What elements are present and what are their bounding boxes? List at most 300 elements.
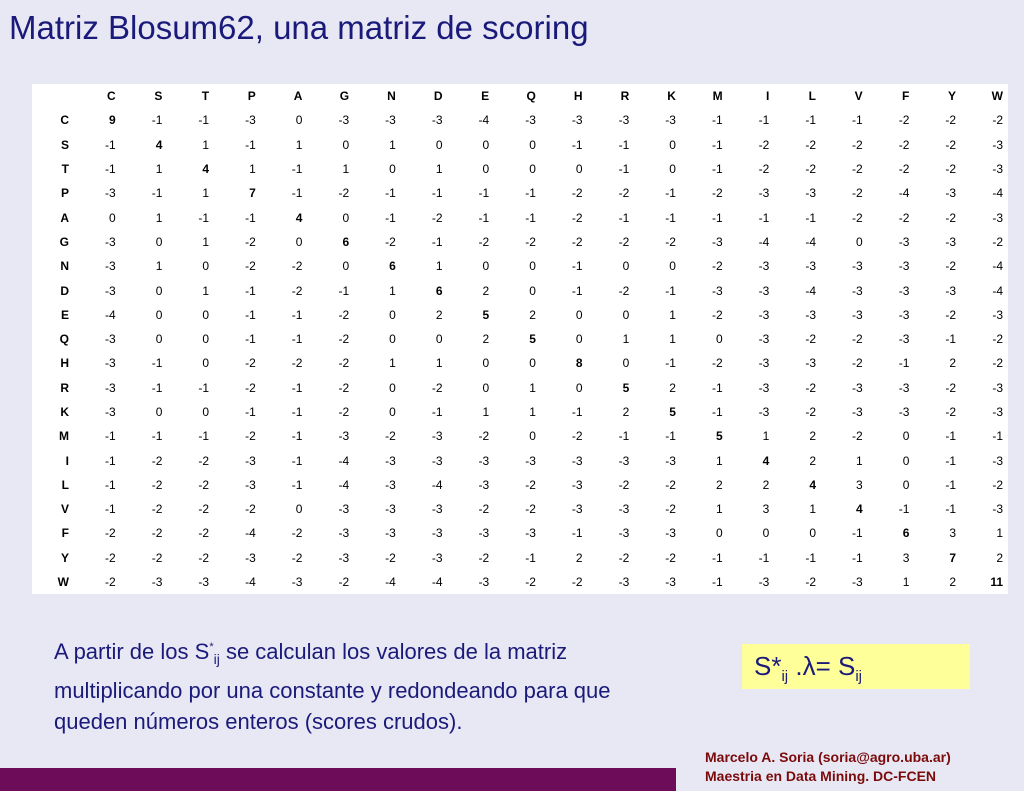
score-cell: -1 <box>665 429 676 444</box>
score-cell: -3 <box>385 477 396 492</box>
score-cell: -3 <box>618 526 630 541</box>
score-cell: -3 <box>898 259 910 274</box>
blosum62-matrix <box>32 84 1008 594</box>
score-cell: -2 <box>198 453 210 468</box>
score-cell: -1 <box>618 162 630 177</box>
diagonal-score-cell: 5 <box>622 380 630 395</box>
score-cell: -2 <box>151 477 163 492</box>
score-cell: -2 <box>805 405 816 419</box>
page-title: Matriz Blosum62, una matriz de scoring <box>9 9 589 46</box>
score-cell: -2 <box>431 210 443 225</box>
score-cell: -2 <box>571 186 583 201</box>
score-cell: -2 <box>245 429 256 444</box>
footer-credits <box>705 748 951 786</box>
footer-author: Marcelo A. Soria (soria@agro.uba.ar) <box>705 749 951 765</box>
table-row <box>32 133 1008 157</box>
score-cell: -1 <box>105 429 116 444</box>
score-cell: -1 <box>245 137 256 152</box>
table-row <box>32 351 1008 375</box>
score-cell: -2 <box>992 356 1003 371</box>
score-cell: 1 <box>202 186 210 201</box>
score-cell: -1 <box>852 113 863 128</box>
score-cell: -3 <box>105 380 116 395</box>
score-cell: -3 <box>571 453 583 468</box>
score-cell: -1 <box>291 186 303 201</box>
row-header: K <box>60 405 69 419</box>
row-header: S <box>60 137 69 152</box>
score-cell: 1 <box>155 259 163 274</box>
column-header: K <box>667 89 676 104</box>
score-cell: -2 <box>151 526 163 541</box>
score-cell: 1 <box>996 526 1003 541</box>
score-cell: -2 <box>992 332 1003 347</box>
score-cell: 2 <box>809 453 816 468</box>
score-cell: 0 <box>575 307 583 322</box>
score-cell: 0 <box>295 113 303 128</box>
score-cell: -1 <box>945 477 957 492</box>
column-header: R <box>620 89 630 104</box>
score-cell: -4 <box>805 234 816 249</box>
bottom-bar <box>0 768 676 791</box>
score-cell: 1 <box>435 356 443 371</box>
diagonal-score-cell: 4 <box>202 162 210 177</box>
score-cell: 0 <box>482 162 490 177</box>
score-cell: 0 <box>622 307 630 322</box>
diagonal-score-cell: 5 <box>482 307 490 322</box>
score-cell: -2 <box>945 113 957 128</box>
score-cell: -3 <box>852 405 863 419</box>
score-cell: -3 <box>525 453 536 468</box>
score-cell: -1 <box>571 259 583 274</box>
score-cell: 0 <box>389 307 396 322</box>
score-cell: -3 <box>898 332 910 347</box>
paragraph-superscript: * <box>209 641 214 653</box>
score-cell: -3 <box>805 356 816 371</box>
score-cell: -1 <box>945 453 957 468</box>
score-cell: -1 <box>992 429 1003 444</box>
score-cell: -1 <box>665 283 676 298</box>
table-row <box>32 278 1008 302</box>
column-header: C <box>107 89 116 104</box>
table-row <box>32 157 1008 181</box>
score-cell: -1 <box>852 526 863 541</box>
row-header: E <box>60 307 69 322</box>
score-cell: -2 <box>245 356 256 371</box>
score-cell: -1 <box>151 113 163 128</box>
score-cell: -4 <box>431 477 443 492</box>
score-cell: -3 <box>245 113 256 128</box>
score-cell: -2 <box>385 429 396 444</box>
score-cell: -4 <box>431 575 443 590</box>
score-cell: -3 <box>898 405 910 419</box>
score-cell: -2 <box>105 550 116 565</box>
score-cell: -2 <box>945 210 957 225</box>
score-cell: 1 <box>389 137 396 152</box>
score-cell: -1 <box>711 575 723 590</box>
score-cell: -2 <box>198 550 210 565</box>
score-cell: 0 <box>482 356 490 371</box>
score-cell: 1 <box>669 332 676 347</box>
score-cell: -1 <box>105 477 116 492</box>
score-cell: -3 <box>945 234 957 249</box>
score-cell: -1 <box>618 429 630 444</box>
score-cell: 0 <box>435 137 443 152</box>
score-cell: 2 <box>715 477 723 492</box>
score-cell: -3 <box>525 113 536 128</box>
column-header: L <box>808 89 816 104</box>
score-cell: 0 <box>342 259 350 274</box>
score-cell: -4 <box>758 234 770 249</box>
score-cell: 1 <box>295 137 303 152</box>
score-cell: -2 <box>525 502 536 517</box>
score-cell: -2 <box>852 186 863 201</box>
score-cell: -3 <box>805 259 816 274</box>
corner-cell <box>32 84 74 108</box>
score-cell: 1 <box>529 380 536 395</box>
column-header: I <box>765 89 770 104</box>
score-cell: -3 <box>618 575 630 590</box>
score-cell: -2 <box>711 356 723 371</box>
diagonal-score-cell: 4 <box>155 137 163 152</box>
score-cell: -1 <box>105 137 116 152</box>
score-cell: 1 <box>435 162 443 177</box>
table-row <box>32 205 1008 229</box>
score-cell: -3 <box>338 550 350 565</box>
score-cell: -1 <box>338 283 350 298</box>
score-cell: -3 <box>758 380 770 395</box>
score-cell: -2 <box>758 162 770 177</box>
score-cell: -3 <box>385 526 396 541</box>
score-cell: -1 <box>711 113 723 128</box>
score-cell: 0 <box>202 307 210 322</box>
score-cell: -3 <box>245 550 256 565</box>
score-cell: -3 <box>105 234 116 249</box>
score-cell: -2 <box>711 259 723 274</box>
score-cell: -3 <box>105 186 116 201</box>
score-cell: -2 <box>245 502 256 517</box>
score-cell: 1 <box>202 234 210 249</box>
score-cell: -3 <box>105 283 116 298</box>
score-cell: 0 <box>575 162 583 177</box>
diagonal-score-cell: 9 <box>109 113 116 128</box>
score-cell: 0 <box>389 405 396 419</box>
score-cell: -2 <box>945 259 957 274</box>
score-cell: 0 <box>529 429 536 444</box>
diagonal-score-cell: 6 <box>435 283 443 298</box>
score-cell: -3 <box>618 502 630 517</box>
diagonal-score-cell: 4 <box>762 453 770 468</box>
score-cell: -1 <box>291 332 303 347</box>
score-cell: -3 <box>852 259 863 274</box>
score-cell: -1 <box>852 550 863 565</box>
score-cell: -2 <box>338 307 350 322</box>
score-cell: -1 <box>525 210 536 225</box>
score-cell: 0 <box>295 502 303 517</box>
score-cell: -1 <box>758 210 770 225</box>
score-cell: -3 <box>992 162 1003 177</box>
score-cell: 2 <box>949 356 957 371</box>
score-cell: -1 <box>245 210 256 225</box>
score-cell: 2 <box>669 380 676 395</box>
score-cell: 0 <box>529 137 536 152</box>
score-cell: -1 <box>571 405 583 419</box>
score-cell: -1 <box>198 113 210 128</box>
score-cell: -1 <box>711 405 723 419</box>
diagonal-score-cell: 8 <box>575 356 583 371</box>
table-row <box>32 424 1008 448</box>
score-cell: -2 <box>245 259 256 274</box>
row-header: P <box>60 186 69 201</box>
score-cell: -3 <box>805 307 816 322</box>
score-cell: -4 <box>992 283 1003 298</box>
score-cell: -2 <box>711 186 723 201</box>
score-cell: 0 <box>902 453 910 468</box>
score-cell: -3 <box>758 186 770 201</box>
score-cell: -1 <box>151 186 163 201</box>
score-cell: -3 <box>711 283 723 298</box>
score-cell: -4 <box>805 283 816 298</box>
score-cell: -2 <box>291 356 303 371</box>
score-cell: -3 <box>431 550 443 565</box>
score-cell: -3 <box>105 405 116 419</box>
score-cell: -3 <box>852 307 863 322</box>
formula-operator: .λ= S <box>788 651 856 681</box>
score-cell: -1 <box>198 429 210 444</box>
row-header: M <box>59 429 69 444</box>
score-cell: -2 <box>198 526 210 541</box>
score-cell: -2 <box>852 162 863 177</box>
score-cell: -1 <box>758 113 770 128</box>
formula-box <box>742 644 970 689</box>
score-cell: -3 <box>992 210 1003 225</box>
score-cell: 1 <box>249 162 256 177</box>
score-cell: -2 <box>758 137 770 152</box>
score-cell: -2 <box>478 550 490 565</box>
column-header: A <box>293 89 303 104</box>
score-cell: -1 <box>805 210 816 225</box>
diagonal-score-cell: 6 <box>902 526 910 541</box>
diagonal-score-cell: 11 <box>990 575 1003 590</box>
score-cell: -4 <box>338 453 350 468</box>
table-row <box>32 254 1008 278</box>
paragraph-text-end: se calculan los valores de la matriz multiplicando por una constante y redondeando para que queden números enteros (scores crudos). <box>54 639 611 734</box>
score-cell: -1 <box>711 550 723 565</box>
row-header: F <box>61 526 69 541</box>
score-cell: -2 <box>805 380 816 395</box>
score-cell: -1 <box>525 550 536 565</box>
score-cell: -2 <box>618 234 630 249</box>
score-cell: -3 <box>478 526 490 541</box>
score-cell: -3 <box>478 575 490 590</box>
score-cell: 0 <box>482 137 490 152</box>
score-cell: -3 <box>665 113 676 128</box>
score-cell: 2 <box>575 550 583 565</box>
score-cell: 1 <box>155 162 163 177</box>
formula-lhs-subscript: ij <box>781 668 789 685</box>
score-cell: -2 <box>571 429 583 444</box>
score-cell: -3 <box>992 502 1003 517</box>
score-cell: -1 <box>945 332 957 347</box>
score-cell: -2 <box>852 356 863 371</box>
score-cell: -2 <box>992 113 1003 128</box>
score-cell: -3 <box>431 526 443 541</box>
score-cell: 1 <box>902 575 910 590</box>
score-cell: -2 <box>431 380 443 395</box>
score-cell: -2 <box>571 234 583 249</box>
score-cell: -3 <box>431 113 443 128</box>
score-cell: 1 <box>202 137 210 152</box>
score-cell: 0 <box>669 259 676 274</box>
score-cell: 2 <box>482 283 490 298</box>
diagonal-score-cell: 6 <box>342 234 350 249</box>
score-cell: 2 <box>622 405 630 419</box>
score-cell: -1 <box>105 453 116 468</box>
score-cell: -2 <box>945 307 957 322</box>
score-cell: 1 <box>762 429 770 444</box>
table-row <box>32 327 1008 351</box>
score-cell: -1 <box>665 356 676 371</box>
score-cell: -3 <box>478 477 490 492</box>
score-cell: -3 <box>431 502 443 517</box>
score-cell: -2 <box>618 283 630 298</box>
score-cell: -1 <box>151 356 163 371</box>
score-cell: -1 <box>245 307 256 322</box>
score-cell: -1 <box>711 380 723 395</box>
row-header: Q <box>59 332 69 347</box>
diagonal-score-cell: 7 <box>949 550 957 565</box>
score-cell: -1 <box>945 429 957 444</box>
score-cell: -1 <box>945 502 957 517</box>
diagonal-score-cell: 7 <box>249 186 256 201</box>
score-cell: -1 <box>758 550 770 565</box>
score-cell: 0 <box>202 259 210 274</box>
score-cell: -2 <box>338 186 350 201</box>
score-cell: 0 <box>202 332 210 347</box>
score-cell: -2 <box>665 502 676 517</box>
score-cell: 1 <box>482 405 490 419</box>
score-cell: -4 <box>478 113 490 128</box>
score-cell: -4 <box>338 477 350 492</box>
score-cell: -1 <box>571 137 583 152</box>
score-cell: -2 <box>245 380 256 395</box>
column-header: P <box>247 89 256 104</box>
table-row <box>32 303 1008 327</box>
score-cell: -3 <box>385 502 396 517</box>
table-row <box>32 181 1008 205</box>
score-cell: -3 <box>898 234 910 249</box>
score-cell: -3 <box>385 113 396 128</box>
score-cell: -3 <box>758 283 770 298</box>
score-cell: 2 <box>529 307 536 322</box>
score-cell: -2 <box>898 210 910 225</box>
paragraph-subscript: ij <box>213 651 220 667</box>
score-cell: -1 <box>431 405 443 419</box>
score-cell: -1 <box>618 137 630 152</box>
score-cell: 0 <box>435 332 443 347</box>
score-cell: 0 <box>155 234 163 249</box>
score-cell: 0 <box>529 259 536 274</box>
column-header: S <box>154 89 163 104</box>
score-cell: -2 <box>945 137 957 152</box>
score-cell: -2 <box>105 526 116 541</box>
score-cell: -1 <box>105 502 116 517</box>
score-cell: 2 <box>435 307 443 322</box>
score-cell: 1 <box>389 283 396 298</box>
footer-program: Maestria en Data Mining. DC-FCEN <box>705 768 937 784</box>
score-cell: -2 <box>618 186 630 201</box>
score-cell: 2 <box>482 332 490 347</box>
column-header: T <box>201 89 210 104</box>
score-cell: -3 <box>992 405 1003 419</box>
score-cell: -3 <box>992 453 1003 468</box>
score-cell: -1 <box>291 453 303 468</box>
row-header: G <box>59 234 69 249</box>
score-cell: 0 <box>482 380 490 395</box>
score-cell: 0 <box>622 259 630 274</box>
score-cell: 0 <box>715 332 723 347</box>
score-cell: -3 <box>805 186 816 201</box>
score-cell: 0 <box>389 162 396 177</box>
table-row <box>32 473 1008 497</box>
score-cell: -3 <box>618 453 630 468</box>
score-cell: -4 <box>245 526 256 541</box>
score-cell: -1 <box>711 210 723 225</box>
score-cell: -2 <box>852 332 863 347</box>
score-cell: -3 <box>945 186 957 201</box>
score-cell: 0 <box>155 283 163 298</box>
score-cell: -1 <box>245 405 256 419</box>
row-header: C <box>60 113 69 128</box>
score-cell: -2 <box>151 453 163 468</box>
score-cell: -3 <box>898 307 910 322</box>
score-cell: -2 <box>898 113 910 128</box>
score-cell: 0 <box>669 162 676 177</box>
score-cell: 2 <box>949 575 957 590</box>
score-cell: 0 <box>902 477 910 492</box>
score-cell: -2 <box>385 234 396 249</box>
score-cell: -2 <box>478 234 490 249</box>
score-cell: -3 <box>618 113 630 128</box>
score-cell: -1 <box>898 356 910 371</box>
table-row <box>32 448 1008 472</box>
table-row <box>32 497 1008 521</box>
score-cell: -1 <box>711 137 723 152</box>
score-cell: -2 <box>291 550 303 565</box>
score-cell: -2 <box>105 575 116 590</box>
score-cell: -3 <box>105 259 116 274</box>
score-cell: -3 <box>245 453 256 468</box>
score-cell: -3 <box>852 380 863 395</box>
row-header: Y <box>60 550 69 565</box>
column-header: N <box>387 89 396 104</box>
score-cell: -3 <box>945 283 957 298</box>
score-cell: -2 <box>525 575 536 590</box>
score-cell: -3 <box>571 113 583 128</box>
score-cell: 1 <box>715 502 723 517</box>
score-cell: -1 <box>151 380 163 395</box>
score-cell: 1 <box>809 502 816 517</box>
score-cell: 0 <box>155 307 163 322</box>
row-header: I <box>65 453 69 468</box>
score-cell: -2 <box>945 405 957 419</box>
score-cell: -2 <box>291 283 303 298</box>
score-cell: 0 <box>342 210 350 225</box>
score-cell: -3 <box>665 453 676 468</box>
score-cell: -4 <box>898 186 910 201</box>
column-header: H <box>573 89 583 104</box>
score-cell: -3 <box>525 526 536 541</box>
score-cell: -2 <box>571 210 583 225</box>
